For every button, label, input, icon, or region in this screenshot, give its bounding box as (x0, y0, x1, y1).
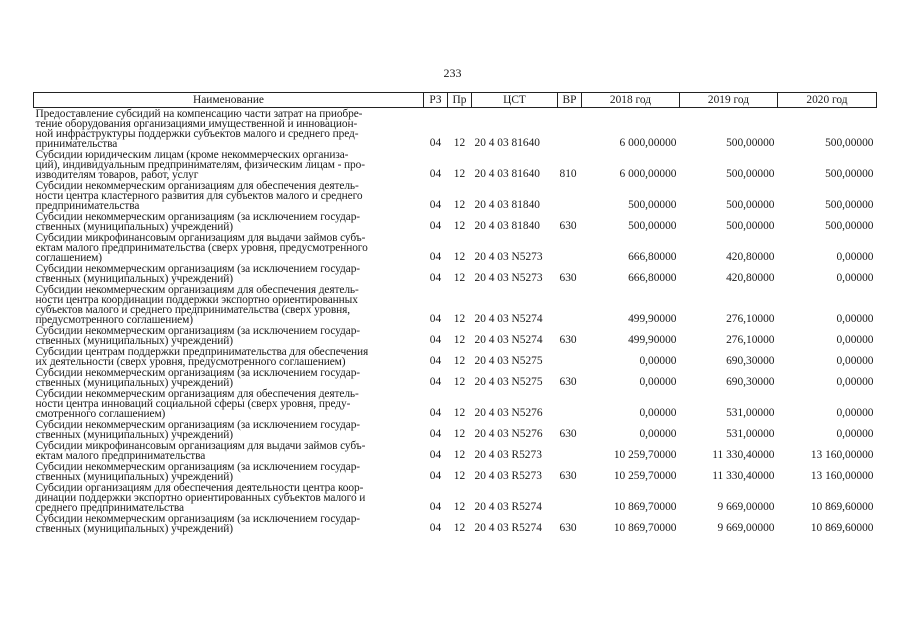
row-amount-2018: 499,90000 (628, 334, 677, 346)
row-vr (558, 440, 582, 461)
row-name-line: предпринимательства (35, 199, 140, 212)
row-cst: 20 4 03 R5273 (474, 449, 542, 461)
row-pr: 12 (453, 251, 466, 263)
row-name-line: Субсидии некоммерческим организациям (за исключением государ- (35, 324, 360, 337)
row-cst: 20 4 03 N5276 (474, 428, 543, 440)
row-vr (558, 108, 582, 150)
row-rz: 04 (429, 355, 442, 367)
row-name-line: ственных (муниципальных) учреждений) (35, 334, 233, 347)
row-pr: 12 (453, 168, 466, 180)
row-amount-2020: 0,00000 (836, 355, 874, 367)
row-amount-2019: 690,30000 (726, 355, 775, 367)
row-amount-2018: 500,00000 (628, 199, 677, 211)
row-name-line: соглашением) (35, 251, 102, 264)
row-name (34, 263, 424, 284)
row-vr: 630 (559, 428, 577, 440)
row-name-line: субъектов малого и среднего предпринимательства (сверх уровня, (35, 303, 351, 316)
row-name-line: Субсидии некоммерческим организациям (за исключением государ- (35, 460, 360, 473)
row-vr (558, 346, 582, 367)
row-amount-2019: 500,00000 (726, 220, 775, 232)
row-cst: 20 4 03 N5273 (474, 251, 543, 263)
row-cst: 20 4 03 N5276 (474, 407, 543, 419)
row-name (34, 367, 424, 388)
row-cst: 20 4 03 N5273 (474, 272, 543, 284)
row-amount-2020: 0,00000 (836, 376, 874, 388)
budget-table (33, 92, 877, 534)
row-amount-2020: 0,00000 (836, 272, 874, 284)
row-name (34, 440, 424, 461)
row-name-line: Субсидии некоммерческим организациям (за исключением государ- (35, 210, 360, 223)
row-amount-2019: 9 669,00000 (717, 501, 775, 513)
row-pr: 12 (453, 137, 466, 149)
row-amount-2020: 0,00000 (836, 313, 874, 325)
table-row (34, 482, 877, 513)
row-name-line: Субсидии некоммерческим организациям (за исключением государ- (35, 366, 360, 379)
header-2020: 2020 год (778, 93, 877, 108)
header-vr: ВР (558, 93, 582, 108)
row-rz: 04 (429, 251, 442, 263)
row-rz: 04 (429, 449, 442, 461)
row-name-line: ственных (муниципальных) учреждений) (35, 522, 233, 535)
row-cst: 20 4 03 81640 (474, 137, 540, 149)
row-name-line: среднего предпринимательства (35, 501, 184, 514)
row-cst: 20 4 03 N5275 (474, 355, 543, 367)
row-pr: 12 (453, 470, 466, 482)
row-name-line: Субсидии некоммерческим организациям для обеспечения деятель- (35, 387, 359, 400)
row-name (34, 211, 424, 232)
row-amount-2018: 0,00000 (639, 376, 677, 388)
row-name (34, 149, 424, 180)
row-amount-2018: 0,00000 (639, 428, 677, 440)
row-name (34, 180, 424, 211)
row-amount-2019: 500,00000 (726, 137, 775, 149)
row-name-line: изводителям товаров, работ, услуг (35, 168, 199, 181)
row-amount-2018: 0,00000 (639, 355, 677, 367)
row-name-line: Субсидии микрофинансовым организациям для выдачи займов субъ- (35, 231, 366, 244)
row-vr (558, 388, 582, 419)
row-rz: 04 (429, 313, 442, 325)
row-amount-2020: 500,00000 (825, 220, 874, 232)
row-amount-2019: 531,00000 (726, 428, 775, 440)
table-row (34, 284, 877, 325)
row-rz: 04 (429, 501, 442, 513)
row-name-line: Субсидии некоммерческим организациям (за исключением государ- (35, 262, 360, 275)
table-row (34, 513, 877, 534)
row-amount-2019: 11 330,40000 (712, 449, 775, 461)
row-name (34, 346, 424, 367)
header-rz: РЗ (424, 93, 448, 108)
row-cst: 20 4 03 N5274 (474, 313, 543, 325)
header-pr: Пр (448, 93, 472, 108)
page-number: 233 (443, 66, 462, 80)
row-amount-2019: 420,80000 (726, 251, 775, 263)
row-amount-2020: 0,00000 (836, 428, 874, 440)
row-name-line: Субсидии некоммерческим организациям (за исключением государ- (35, 512, 360, 525)
row-amount-2018: 499,90000 (628, 313, 677, 325)
table-row (34, 461, 877, 482)
row-cst: 20 4 03 R5273 (474, 470, 542, 482)
row-amount-2018: 500,00000 (628, 220, 677, 232)
table-row (34, 211, 877, 232)
row-cst: 20 4 03 81640 (474, 168, 540, 180)
row-rz: 04 (429, 376, 442, 388)
row-amount-2018: 10 869,70000 (613, 501, 677, 513)
row-name-line: Субсидии микрофинансовым организациям для выдачи займов субъ- (35, 439, 366, 452)
row-name-line: ственных (муниципальных) учреждений) (35, 220, 233, 233)
row-pr: 12 (453, 376, 466, 388)
row-name-line: ектам малого предпринимательства (сверх уровня, предусмотренного (35, 241, 368, 254)
row-cst: 20 4 03 81840 (474, 220, 540, 232)
row-name (34, 419, 424, 440)
row-cst: 20 4 03 R5274 (474, 501, 542, 513)
row-name-line: смотренного соглашением) (35, 407, 166, 420)
row-name-line: ственных (муниципальных) учреждений) (35, 272, 233, 285)
row-name (34, 482, 424, 513)
row-amount-2020: 500,00000 (825, 168, 874, 180)
table-row (34, 149, 877, 180)
row-amount-2019: 690,30000 (726, 376, 775, 388)
row-name-line: предусмотренного соглашением) (35, 313, 193, 326)
table-row (34, 419, 877, 440)
row-name (34, 108, 424, 150)
row-amount-2018: 10 869,70000 (613, 522, 677, 534)
row-vr: 630 (559, 220, 577, 232)
table-row (34, 325, 877, 346)
row-amount-2018: 6 000,00000 (619, 168, 677, 180)
table-row (34, 346, 877, 367)
row-name-line: ственных (муниципальных) учреждений) (35, 470, 233, 483)
row-amount-2018: 10 259,70000 (613, 470, 677, 482)
row-rz: 04 (429, 334, 442, 346)
row-pr: 12 (453, 355, 466, 367)
row-amount-2019: 276,10000 (726, 334, 775, 346)
row-amount-2018: 0,00000 (639, 407, 677, 419)
row-name-line: ектам малого предпринимательства (35, 449, 206, 462)
row-rz: 04 (429, 199, 442, 211)
row-pr: 12 (453, 313, 466, 325)
row-amount-2020: 0,00000 (836, 251, 874, 263)
table-row (34, 232, 877, 263)
row-cst: 20 4 03 R5274 (474, 522, 542, 534)
row-pr: 12 (453, 407, 466, 419)
table-row (34, 263, 877, 284)
row-name-line: ности центра инноваций социальной сферы (сверх уровня, преду- (35, 397, 351, 410)
table-row (34, 388, 877, 419)
row-rz: 04 (429, 272, 442, 284)
row-name-line: ций), индивидуальным предпринимателям, физическим лицам - про- (35, 158, 365, 171)
row-rz: 04 (429, 470, 442, 482)
row-vr (558, 482, 582, 513)
row-vr: 630 (559, 376, 577, 388)
row-amount-2018: 10 259,70000 (613, 449, 677, 461)
row-vr: 630 (559, 334, 577, 346)
row-name (34, 388, 424, 419)
row-rz: 04 (429, 407, 442, 419)
row-pr: 12 (453, 501, 466, 513)
row-name (34, 232, 424, 263)
row-vr (558, 180, 582, 211)
row-pr: 12 (453, 334, 466, 346)
row-pr: 12 (453, 199, 466, 211)
row-amount-2020: 0,00000 (836, 334, 874, 346)
row-name-line: Субсидии центрам поддержки предпринимательства для обеспечения (35, 345, 369, 358)
row-amount-2019: 500,00000 (726, 168, 775, 180)
row-name (34, 325, 424, 346)
header-2018: 2018 год (582, 93, 680, 108)
row-amount-2018: 666,80000 (628, 272, 677, 284)
table-row (34, 180, 877, 211)
row-name-line: Субсидии организациям для обеспечения деятельности центра коор- (35, 481, 364, 494)
table-row (34, 108, 877, 150)
row-vr: 810 (559, 168, 577, 180)
row-amount-2018: 666,80000 (628, 251, 677, 263)
row-pr: 12 (453, 428, 466, 440)
row-amount-2018: 6 000,00000 (619, 137, 677, 149)
row-pr: 12 (453, 272, 466, 284)
row-cst: 20 4 03 N5274 (474, 334, 543, 346)
row-cst: 20 4 03 81840 (474, 199, 540, 211)
row-pr: 12 (453, 522, 466, 534)
row-name-line: их деятельности (сверх уровня, предусмотренного соглашением) (35, 355, 346, 368)
table-header-row (34, 93, 877, 108)
row-amount-2020: 13 160,00000 (810, 470, 874, 482)
row-name-line: ной инфраструктуры поддержки субъектов малого и среднего пред- (35, 127, 359, 140)
row-rz: 04 (429, 137, 442, 149)
table-body (34, 108, 877, 535)
row-name-line: ственных (муниципальных) учреждений) (35, 428, 233, 441)
row-name-line: Субсидии некоммерческим организациям (за исключением государ- (35, 418, 360, 431)
row-amount-2019: 276,10000 (726, 313, 775, 325)
row-amount-2020: 500,00000 (825, 137, 874, 149)
row-amount-2020: 500,00000 (825, 199, 874, 211)
row-amount-2019: 11 330,40000 (712, 470, 775, 482)
row-pr: 12 (453, 449, 466, 461)
row-name-line: Субсидии некоммерческим организациям для обеспечения деятель- (35, 283, 359, 296)
row-name-line: тение оборудования организациями имущественной и инновацион- (35, 117, 358, 130)
row-pr: 12 (453, 220, 466, 232)
row-name-line: ности центра кластерного развития для субъектов малого и среднего (35, 189, 363, 202)
row-amount-2019: 420,80000 (726, 272, 775, 284)
row-amount-2020: 13 160,00000 (810, 449, 874, 461)
row-name-line: принимательства (35, 137, 118, 150)
row-name-line: Субсидии некоммерческим организациям для обеспечения деятель- (35, 179, 359, 192)
row-name (34, 284, 424, 325)
row-amount-2020: 10 869,60000 (810, 501, 874, 513)
row-cst: 20 4 03 N5275 (474, 376, 543, 388)
row-vr (558, 284, 582, 325)
row-name-line: динации поддержки экспортно ориентированных субъектов малого и (35, 491, 366, 504)
row-vr (558, 232, 582, 263)
row-vr: 630 (559, 272, 577, 284)
row-rz: 04 (429, 220, 442, 232)
row-amount-2019: 500,00000 (726, 199, 775, 211)
row-name-line: ности центра координации поддержки экспортно ориентированных (35, 293, 358, 306)
row-amount-2019: 531,00000 (726, 407, 775, 419)
row-rz: 04 (429, 168, 442, 180)
row-name-line: ственных (муниципальных) учреждений) (35, 376, 233, 389)
row-vr: 630 (559, 522, 577, 534)
row-name-line: Предоставление субсидий на компенсацию части затрат на приобре- (35, 107, 363, 120)
header-2019: 2019 год (680, 93, 778, 108)
row-vr: 630 (559, 470, 577, 482)
header-cst: ЦСТ (472, 93, 558, 108)
row-rz: 04 (429, 522, 442, 534)
row-rz: 04 (429, 428, 442, 440)
row-name (34, 461, 424, 482)
row-name-line: Субсидии юридическим лицам (кроме некоммерческих организа- (35, 148, 349, 161)
table-row (34, 440, 877, 461)
header-name: Наименование (34, 93, 424, 108)
row-amount-2019: 9 669,00000 (717, 522, 775, 534)
row-amount-2020: 0,00000 (836, 407, 874, 419)
table-row (34, 367, 877, 388)
row-name (34, 513, 424, 534)
row-amount-2020: 10 869,60000 (810, 522, 874, 534)
